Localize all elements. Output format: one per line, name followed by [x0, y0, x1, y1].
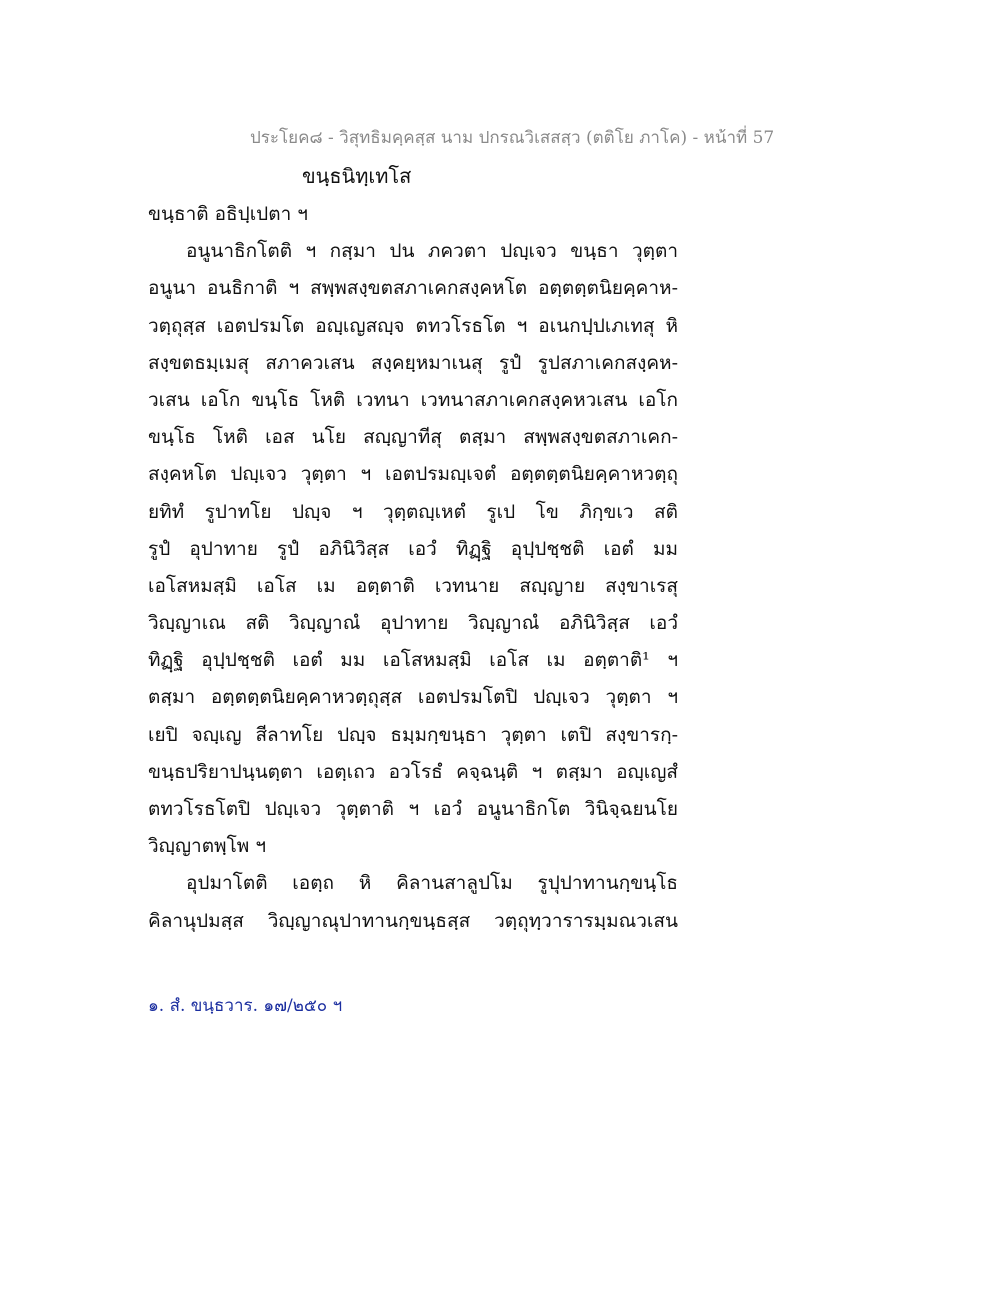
section-title: ขนฺธนิทฺเทโส	[302, 164, 412, 188]
text-line: ยทิทํ รูปาทโย ปญฺจ ฯ วุตฺตญฺเหตํ รูเป โข ภิกฺขเว สติ	[148, 500, 678, 523]
text-line: คิลานุปมสฺส วิญฺญาณุปาทานกฺขนฺธสฺส วตฺถุทฺวารารมฺมณวเสน	[148, 909, 678, 932]
text-line: ตสฺมา อตฺตตฺตนิยคฺคาหวตฺถุสฺส เอตปรมโตปิ ปญฺเจว วุตฺตา ฯ	[148, 686, 678, 709]
text-line: ตทวโรธโตปิ ปญฺเจว วุตฺตาติ ฯ เอวํ อนูนาธิกโต วินิจฺฉยนโย	[148, 798, 678, 820]
text-line: วตฺถุสฺส เอตปรมโต อญฺเญสญฺจ ตทวโรธโต ฯ อเนกปฺปเภเทสุ หิ	[148, 314, 678, 337]
running-header: ประโยค๘ - วิสุทธิมคฺคสฺส นาม ปกรณวิเสสสฺว (ตติโย ภาโค) - หน้าที่ 57	[250, 128, 775, 148]
text-line: รูปํ อุปาทาย รูปํ อภินิวิสฺส เอวํ ทิฏฺฐิ อุปฺปชฺชติ เอตํ มม	[148, 537, 678, 560]
text-line: เยปิ จญฺเญ สีลาทโย ปญฺจ ธมฺมกฺขนฺธา วุตฺตา เตปิ สงฺขารกฺ-	[148, 723, 678, 746]
body-text	[148, 196, 678, 940]
text-line: สงฺคหโต ปญฺเจว วุตฺตา ฯ เอตปรมญฺเจตํ อตฺตตฺตนิยคฺคาหวตฺถุ	[148, 463, 678, 486]
text-line: เอโสหมสฺมิ เอโส เม อตฺตาติ เวทนาย สญฺญาย สงฺขาเรสุ	[148, 574, 678, 597]
paragraph-first-line: อุปมาโตติ เอตฺถ หิ คิลานสาลูปโม รูปุปาทานกฺขนฺโธ	[186, 872, 678, 895]
footnote: ๑. สํ. ขนฺธวาร. ๑๗/๒๕๐ ฯ	[148, 996, 343, 1016]
paragraph-first-line: อนูนาธิกโตติ ฯ กสฺมา ปน ภควตา ปญฺเจว ขนฺธา วุตฺตา	[186, 240, 678, 263]
text-line: อนูนา อนธิกาติ ฯ สพฺพสงฺขตสภาเคกสงฺคหโต อตฺตตฺตนิยคฺคาห-	[148, 277, 678, 300]
text-line: ทิฏฺฐิ อุปฺปชฺชติ เอตํ มม เอโสหมสฺมิ เอโส เม อตฺตาติ¹ ฯ	[148, 649, 678, 672]
text-line: วิญฺญาตพฺโพ ฯ	[148, 835, 267, 858]
text-line: ขนฺโธ โหติ เอส นโย สญฺญาทีสุ ตสฺมา สพฺพสงฺขตสภาเคก-	[148, 426, 678, 449]
text-line: วิญฺญาเณ สติ วิญฺญาณํ อุปาทาย วิญฺญาณํ อภินิวิสฺส เอวํ	[148, 612, 678, 635]
text-line: ขนฺธปริยาปนฺนตฺตา เอตฺเถว อวโรธํ คจฺฉนฺติ ฯ ตสฺมา อญฺเญสํ	[148, 760, 678, 783]
text-line: ขนฺธาติ อธิปฺเปตา ฯ	[148, 203, 308, 225]
text-line: วเสน เอโก ขนฺโธ โหติ เวทนา เวทนาสภาเคกสงฺคหวเสน เอโก	[148, 388, 678, 411]
text-line: สงฺขตธมฺเมสุ สภาควเสน สงฺคยฺหมาเนสุ รูปํ รูปสภาเคกสงฺคห-	[148, 351, 678, 374]
